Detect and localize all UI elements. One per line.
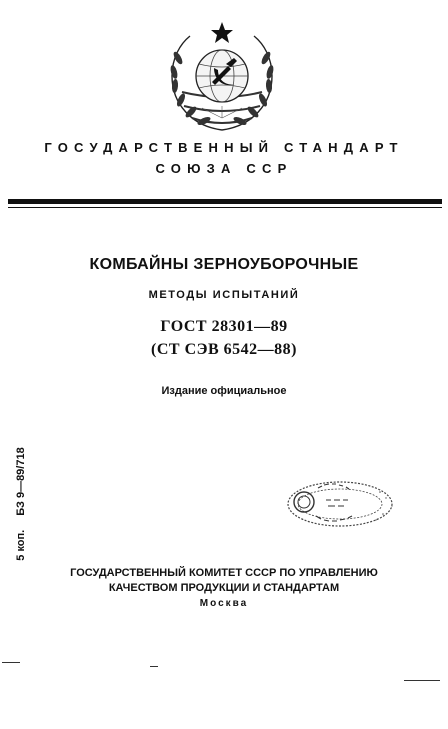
- edition-note: Издание официальное: [161, 385, 287, 397]
- emblem-icon: [162, 18, 282, 140]
- divider-thin: [8, 207, 442, 208]
- publisher-line-1: ГОСУДАРСТВЕННЫЙ КОМИТЕТ СССР ПО УПРАВЛЕНИЮ: [70, 567, 378, 579]
- price-label: 5 коп.: [15, 529, 27, 561]
- library-stamp: [282, 474, 402, 534]
- document-subtitle: МЕТОДЫ ИСПЫТАНИЙ: [148, 289, 300, 301]
- publisher-line-2: КАЧЕСТВОМ ПРОДУКЦИИ И СТАНДАРТАМ: [108, 582, 340, 594]
- gost-number: ГОСТ 28301—89: [160, 318, 288, 335]
- scan-mark: [150, 666, 158, 667]
- divider-thick: [8, 199, 442, 204]
- catalog-number: БЗ 9—89/718: [15, 447, 27, 516]
- scan-mark: [404, 680, 440, 681]
- st-sev-number: (СТ СЭВ 6542—88): [151, 341, 297, 358]
- document-title: КОМБАЙНЫ ЗЕРНОУБОРОЧНЫЕ: [89, 256, 359, 273]
- stamp-icon: [282, 474, 402, 534]
- publisher-city: Москва: [199, 598, 249, 609]
- scan-mark: [2, 662, 20, 663]
- state-emblem: [162, 18, 282, 140]
- side-note: [9, 432, 33, 562]
- header-line-2: СОЮЗА ССР: [155, 161, 293, 176]
- header-line-1: ГОСУДАРСТВЕННЫЙ СТАНДАРТ: [44, 140, 404, 155]
